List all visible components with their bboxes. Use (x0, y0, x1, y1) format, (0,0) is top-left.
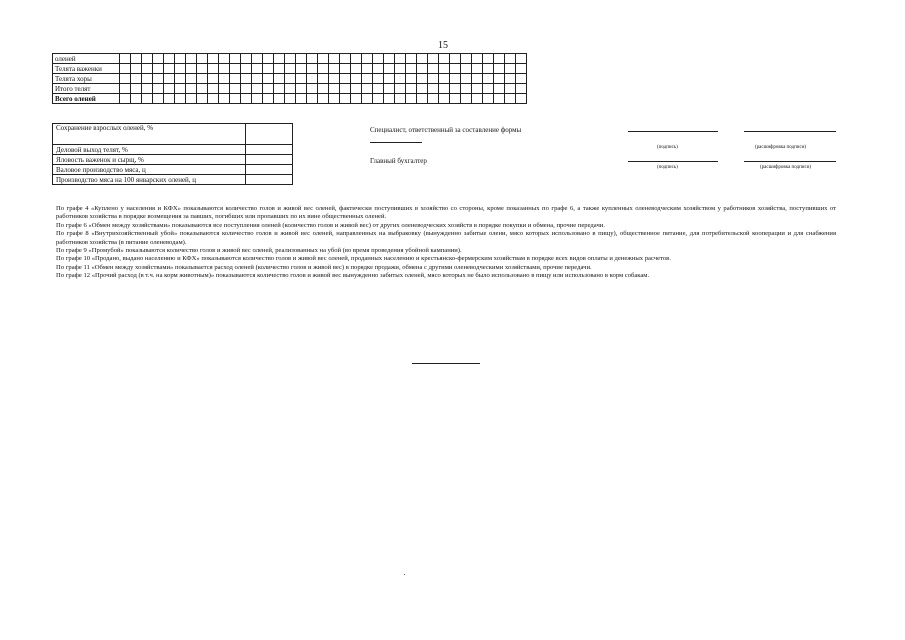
grid-cell (450, 84, 461, 94)
grid-cell (417, 74, 428, 84)
grid-cell (384, 64, 395, 74)
grid-cell (219, 54, 230, 64)
indicator-label: Производство мяса на 100 январских оленей, ц (53, 175, 246, 185)
grid-cell (439, 54, 450, 64)
grid-cell (494, 64, 505, 74)
grid-cell (307, 74, 318, 84)
grid-cell (384, 94, 395, 104)
grid-cell (153, 74, 164, 84)
grid-cell (340, 54, 351, 64)
page-number: 15 (438, 40, 448, 51)
note-paragraph: По графе 10 «Продано, выдано населению и КФХ» показываются количество голов и живой вес оленей, проданных населению и крестьянско-фермерским хозяйствам в порядке всех видов оплаты и денежных расчетов. (56, 255, 671, 263)
grid-row (53, 94, 527, 104)
grid-cell (329, 54, 340, 64)
grid-cell (186, 74, 197, 84)
accountant-decrypt-line (744, 161, 836, 162)
accountant-label: Главный бухгалтер (370, 157, 427, 165)
grid-cell (274, 84, 285, 94)
grid-cell (505, 64, 516, 74)
grid-cell (494, 54, 505, 64)
specialist-decrypt-line (744, 131, 836, 132)
grid-cell (395, 74, 406, 84)
grid-cell (417, 64, 428, 74)
grid-cell (516, 64, 527, 74)
grid-cell (406, 64, 417, 74)
grid-cell (241, 54, 252, 64)
grid-cell (362, 84, 373, 94)
grid-cell (197, 74, 208, 84)
grid-row-label: Всего оленей (53, 94, 120, 104)
grid-cell (516, 54, 527, 64)
grid-cell (175, 54, 186, 64)
grid-cell (142, 74, 153, 84)
grid-cell (120, 74, 131, 84)
grid-cell (406, 84, 417, 94)
indicator-value-cell (246, 124, 293, 145)
grid-cell (252, 64, 263, 74)
indicator-label: Валовое производство мяса, ц (53, 165, 246, 175)
grid-cell (142, 84, 153, 94)
grid-cell (472, 64, 483, 74)
grid-cell (274, 94, 285, 104)
grid-cell (153, 84, 164, 94)
grid-cell (373, 84, 384, 94)
indicator-row (53, 175, 293, 185)
grid-cell (395, 84, 406, 94)
grid-cell (153, 94, 164, 104)
grid-cell (263, 64, 274, 74)
grid-cell (384, 54, 395, 64)
grid-cell (439, 74, 450, 84)
grid-cell (208, 64, 219, 74)
grid-cell (483, 64, 494, 74)
grid-cell (329, 74, 340, 84)
end-rule (412, 363, 480, 364)
grid-cell (483, 84, 494, 94)
grid-cell (417, 94, 428, 104)
grid-cell (274, 74, 285, 84)
grid-cell (263, 54, 274, 64)
indicator-label: Яловость важенок и сырщ, % (53, 155, 246, 165)
grid-cell (219, 64, 230, 74)
grid-cell (208, 94, 219, 104)
grid-cell (439, 64, 450, 74)
grid-cell (351, 74, 362, 84)
grid-cell (461, 74, 472, 84)
note-paragraph: По графе 9 «Промубой» показываются количество голов и живой вес оленей, реализованных на убой (во время проведения убойной кампании). (56, 247, 462, 255)
grid-cell (230, 54, 241, 64)
grid-cell (307, 64, 318, 74)
grid-cell (120, 54, 131, 64)
grid-cell (241, 84, 252, 94)
grid-cell (516, 84, 527, 94)
grid-cell (417, 84, 428, 94)
explanatory-notes (56, 205, 836, 281)
grid-cell (373, 94, 384, 104)
grid-cell (395, 54, 406, 64)
grid-cell (131, 64, 142, 74)
grid-cell (362, 64, 373, 74)
grid-cell (450, 54, 461, 64)
note-paragraph: По графе 6 «Обмен между хозяйствами» показываются все поступления оленей (количество голов и живой вес) от других оленеводческих хозяйств в порядке покупки и обмена, прочие передачи. (56, 221, 605, 229)
grid-cell (219, 94, 230, 104)
grid-row-label: Телята важенки (53, 64, 120, 74)
grid-cell (296, 84, 307, 94)
grid-cell (142, 54, 153, 64)
grid-cell (274, 54, 285, 64)
grid-cell (197, 64, 208, 74)
specialist-sign-caption: (подпись) (657, 145, 678, 150)
grid-cell (120, 64, 131, 74)
grid-cell (186, 84, 197, 94)
grid-cell (175, 64, 186, 74)
indicator-value-cell (246, 145, 293, 155)
grid-cell (461, 64, 472, 74)
grid-cell (472, 84, 483, 94)
grid-cell (131, 54, 142, 64)
grid-cell (285, 54, 296, 64)
grid-cell (307, 84, 318, 94)
grid-cell (483, 54, 494, 64)
grid-cell (252, 84, 263, 94)
grid-cell (384, 74, 395, 84)
grid-cell (142, 94, 153, 104)
grid-cell (241, 94, 252, 104)
grid-cell (439, 84, 450, 94)
grid-cell (252, 74, 263, 84)
grid-cell (472, 94, 483, 104)
grid-cell (450, 74, 461, 84)
grid-cell (318, 84, 329, 94)
grid-cell (153, 54, 164, 64)
grid-cell (340, 74, 351, 84)
note-paragraph: По графе 8 «Внутрихозяйственный убой» показываются количество голов и живой вес оленей, направленных на выбраковку (вынужденно забитые олени, мясо которых использовано в пищу), общественное питание, для потребительской кооперации и для снабжения работников хозяйства (в питание оленеводам). (56, 230, 836, 246)
grid-cell (241, 74, 252, 84)
grid-cell (274, 64, 285, 74)
grid-cell (263, 94, 274, 104)
indicator-row (53, 124, 293, 145)
grid-cell (296, 94, 307, 104)
grid-cell (318, 94, 329, 104)
accountant-decrypt-caption: (расшифровка подписи) (760, 165, 812, 170)
grid-cell (417, 54, 428, 64)
grid-cell (164, 54, 175, 64)
grid-cell (340, 84, 351, 94)
grid-cell (175, 84, 186, 94)
grid-row (53, 74, 527, 84)
grid-cell (120, 84, 131, 94)
grid-cell (252, 54, 263, 64)
indicators-table (52, 123, 293, 185)
grid-cell (340, 64, 351, 74)
scan-speck (404, 574, 405, 575)
grid-cell (428, 64, 439, 74)
indicator-value-cell (246, 175, 293, 185)
grid-cell (483, 74, 494, 84)
grid-cell (494, 94, 505, 104)
grid-cell (351, 54, 362, 64)
grid-cell (131, 74, 142, 84)
grid-cell (450, 64, 461, 74)
grid-cell (131, 84, 142, 94)
grid-cell (186, 64, 197, 74)
specialist-label: Специалист, ответственный за составление формы (370, 126, 522, 134)
grid-cell (373, 74, 384, 84)
livestock-grid-table (52, 53, 527, 104)
grid-cell (142, 64, 153, 74)
grid-cell (197, 94, 208, 104)
grid-cell (296, 74, 307, 84)
grid-cell (230, 84, 241, 94)
grid-row-label: Телята хоры (53, 74, 120, 84)
grid-cell (428, 94, 439, 104)
grid-cell (472, 54, 483, 64)
grid-cell (296, 54, 307, 64)
grid-cell (450, 94, 461, 104)
grid-cell (406, 54, 417, 64)
grid-cell (296, 64, 307, 74)
grid-cell (131, 94, 142, 104)
grid-cell (428, 84, 439, 94)
grid-cell (406, 74, 417, 84)
grid-cell (230, 64, 241, 74)
grid-cell (164, 74, 175, 84)
grid-cell (208, 74, 219, 84)
grid-cell (318, 54, 329, 64)
accountant-sign-caption: (подпись) (657, 165, 678, 170)
grid-cell (307, 54, 318, 64)
grid-cell (505, 94, 516, 104)
note-paragraph: По графе 11 «Обмен между хозяйствами» показывается расход оленей (количество голов и живой вес) в порядке продажи, обмена с другими оленеводческими хозяйствами, прочие передачи. (56, 263, 592, 271)
grid-cell (329, 94, 340, 104)
grid-cell (318, 64, 329, 74)
accountant-signature-line (628, 161, 718, 162)
grid-cell (175, 74, 186, 84)
grid-row-label: Итого телят (53, 84, 120, 94)
grid-cell (395, 94, 406, 104)
grid-cell (285, 64, 296, 74)
indicator-row (53, 155, 293, 165)
grid-cell (285, 94, 296, 104)
grid-cell (516, 94, 527, 104)
grid-row-label: оленей (53, 54, 120, 64)
grid-cell (208, 84, 219, 94)
grid-cell (428, 74, 439, 84)
grid-cell (120, 94, 131, 104)
grid-cell (197, 84, 208, 94)
grid-cell (230, 74, 241, 84)
grid-cell (186, 94, 197, 104)
grid-cell (373, 64, 384, 74)
grid-cell (164, 64, 175, 74)
grid-cell (362, 74, 373, 84)
grid-cell (406, 94, 417, 104)
grid-cell (461, 54, 472, 64)
grid-cell (362, 54, 373, 64)
grid-cell (516, 74, 527, 84)
grid-cell (241, 64, 252, 74)
grid-cell (472, 74, 483, 84)
grid-cell (351, 84, 362, 94)
grid-cell (329, 64, 340, 74)
grid-cell (494, 84, 505, 94)
grid-cell (351, 64, 362, 74)
indicator-value-cell (246, 155, 293, 165)
grid-cell (175, 94, 186, 104)
grid-cell (340, 94, 351, 104)
grid-cell (230, 94, 241, 104)
specialist-date-line (370, 142, 422, 143)
grid-cell (252, 94, 263, 104)
grid-cell (373, 54, 384, 64)
grid-cell (505, 54, 516, 64)
grid-cell (362, 94, 373, 104)
grid-cell (197, 54, 208, 64)
grid-cell (505, 74, 516, 84)
grid-cell (428, 54, 439, 64)
grid-cell (318, 74, 329, 84)
grid-cell (329, 84, 340, 94)
grid-cell (164, 94, 175, 104)
indicator-row (53, 145, 293, 155)
indicator-label: Сохранение взрослых оленей, % (53, 124, 246, 145)
specialist-signature-line (628, 131, 718, 132)
grid-cell (285, 84, 296, 94)
grid-row (53, 54, 527, 64)
grid-cell (153, 64, 164, 74)
grid-cell (351, 94, 362, 104)
grid-cell (219, 74, 230, 84)
grid-cell (263, 84, 274, 94)
specialist-decrypt-caption: (расшифровка подписи) (755, 145, 807, 150)
grid-cell (439, 94, 450, 104)
grid-cell (307, 94, 318, 104)
grid-cell (483, 94, 494, 104)
grid-cell (263, 74, 274, 84)
grid-cell (384, 84, 395, 94)
note-paragraph: По графе 4 «Куплено у населения и КФХ» показываются количество голов и живой вес оленей, фактически поступивших в хозяйство со стороны, кроме показанных по графе 6, а также купленных оленеводческим хозяйством у работников хозяйства, поступивших от работников хозяйства в порядке возмещения за павших, погибших или пропавших по их вине общественных оленей. (56, 205, 836, 221)
grid-cell (494, 74, 505, 84)
indicator-label: Деловой выход телят, % (53, 145, 246, 155)
grid-cell (219, 84, 230, 94)
indicator-row (53, 165, 293, 175)
grid-cell (285, 74, 296, 84)
grid-row (53, 84, 527, 94)
grid-cell (164, 84, 175, 94)
grid-cell (461, 94, 472, 104)
grid-cell (208, 54, 219, 64)
grid-cell (461, 84, 472, 94)
grid-cell (505, 84, 516, 94)
grid-cell (186, 54, 197, 64)
grid-row (53, 64, 527, 74)
note-paragraph: По графе 12 «Прочий расход (в т.ч. на корм животным)» показываются количество голов и живой вес вынужденно забитых оленей, мясо которых не было использовано в пищу или использовано в корм собакам. (56, 272, 650, 280)
indicator-value-cell (246, 165, 293, 175)
grid-cell (395, 64, 406, 74)
